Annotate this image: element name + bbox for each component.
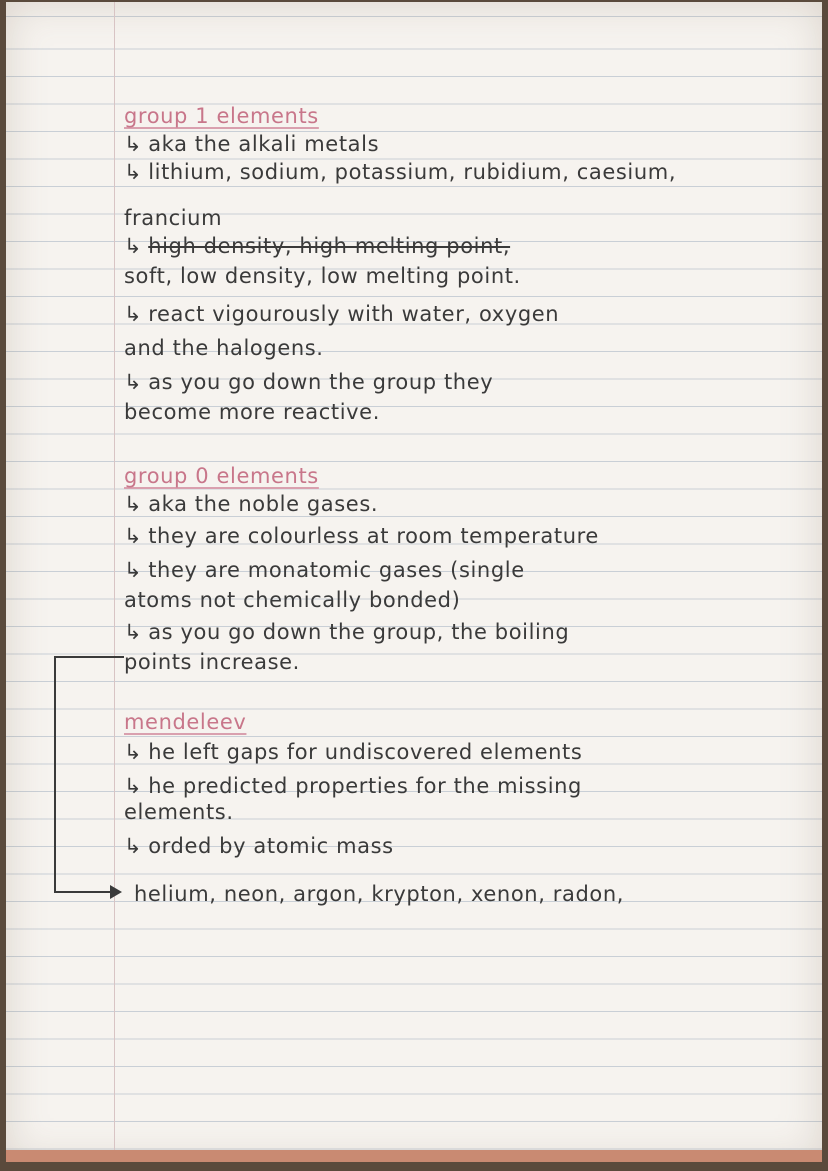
bracket-arrow-icon — [110, 885, 122, 899]
note-line: ↳ he predicted properties for the missing — [124, 774, 582, 798]
bracket-line — [54, 656, 124, 658]
note-line: points increase. — [124, 650, 300, 674]
note-line: elements. — [124, 800, 234, 824]
note-line: become more reactive. — [124, 400, 380, 424]
note-line-struck: ↳ high density, high melting point, — [124, 234, 511, 258]
bracket-line — [54, 891, 114, 893]
noble-gases-list: helium, neon, argon, krypton, xenon, radon, — [134, 882, 625, 906]
arrow-icon: ↳ — [124, 740, 143, 764]
group-1-heading: group 1 elements — [124, 104, 319, 128]
arrow-icon: ↳ — [124, 370, 143, 394]
note-line: ↳ react vigourously with water, oxygen — [124, 302, 560, 326]
note-line: ↳ orded by atomic mass — [124, 834, 394, 858]
mendeleev-heading: mendeleev — [124, 710, 247, 734]
arrow-icon: ↳ — [124, 132, 143, 156]
note-line: ↳ they are colourless at room temperature — [124, 524, 599, 548]
arrow-icon: ↳ — [124, 160, 143, 184]
arrow-icon: ↳ — [124, 492, 143, 516]
note-line: ↳ he left gaps for undiscovered elements — [124, 740, 583, 764]
arrow-icon: ↳ — [124, 558, 143, 582]
note-line: francium — [124, 206, 223, 230]
arrow-icon: ↳ — [124, 620, 143, 644]
arrow-icon: ↳ — [124, 302, 143, 326]
arrow-icon: ↳ — [124, 234, 143, 258]
note-line: ↳ aka the alkali metals — [124, 132, 380, 156]
note-line: ↳ they are monatomic gases (single — [124, 558, 525, 582]
note-line: ↳ lithium, sodium, potassium, rubidium, caesium, — [124, 160, 677, 184]
note-line: soft, low density, low melting point. — [124, 264, 521, 288]
note-line: atoms not chemically bonded) — [124, 588, 461, 612]
note-line: ↳ as you go down the group they — [124, 370, 494, 394]
margin-line — [114, 2, 115, 1162]
group-0-heading: group 0 elements — [124, 464, 319, 488]
arrow-icon: ↳ — [124, 834, 143, 858]
note-line: and the halogens. — [124, 336, 324, 360]
arrow-icon: ↳ — [124, 524, 143, 548]
note-line: ↳ as you go down the group, the boiling — [124, 620, 570, 644]
bracket-line — [54, 656, 56, 892]
notebook-page — [6, 2, 822, 1162]
arrow-icon: ↳ — [124, 774, 143, 798]
page-bottom-edge — [6, 1150, 822, 1162]
note-line: ↳ aka the noble gases. — [124, 492, 379, 516]
